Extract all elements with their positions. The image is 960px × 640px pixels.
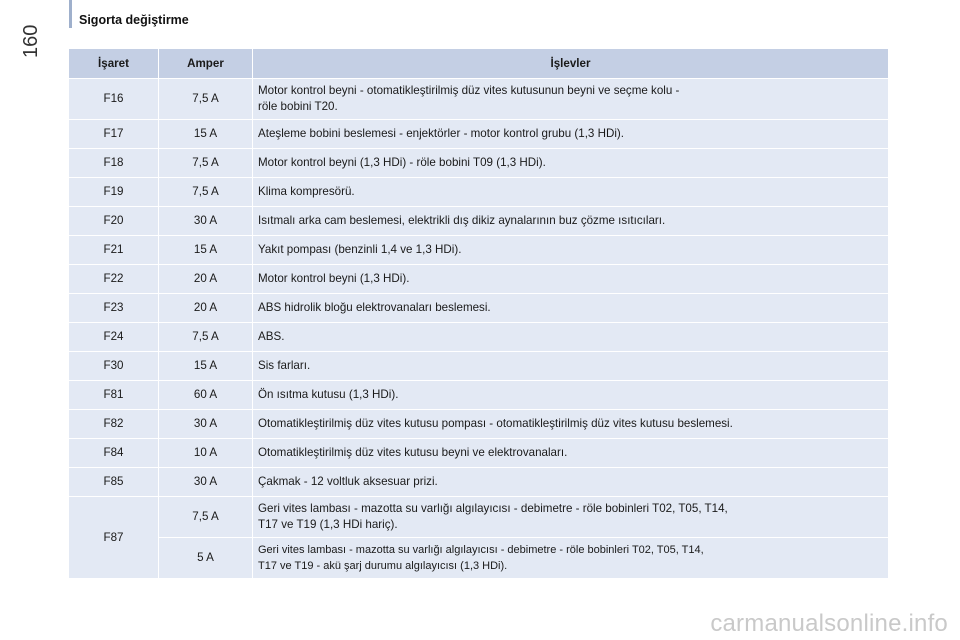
fuse-code: F22: [69, 265, 159, 294]
fuse-code: F21: [69, 236, 159, 265]
table-row: [69, 468, 889, 497]
table-row: [69, 352, 889, 381]
table-row: [69, 381, 889, 410]
fuse-function: ABS.: [253, 323, 889, 352]
fuse-function: Ateşleme bobini beslemesi - enjektörler - motor kontrol grubu (1,3 HDi).: [253, 120, 889, 149]
fuse-amperage: 15 A: [159, 236, 253, 265]
column-header-function: İşlevler: [253, 49, 889, 79]
table-row: [69, 410, 889, 439]
fuse-function: [253, 79, 889, 120]
table-row: [69, 178, 889, 207]
fuse-amperage: 20 A: [159, 294, 253, 323]
fuse-code: F87: [69, 497, 159, 579]
fuse-code: F85: [69, 468, 159, 497]
fuse-amperage: 7,5 A: [159, 323, 253, 352]
fuse-code: F18: [69, 149, 159, 178]
header-accent-bar: [69, 0, 72, 28]
table-row: [69, 265, 889, 294]
fuse-code: F30: [69, 352, 159, 381]
fuse-function-line: röle bobini T20.: [258, 100, 338, 113]
column-header-amp: Amper: [159, 49, 253, 79]
fuse-function: Yakıt pompası (benzinli 1,4 ve 1,3 HDi).: [253, 236, 889, 265]
fuse-amperage: 60 A: [159, 381, 253, 410]
fuse-amperage: 7,5 A: [159, 79, 253, 120]
fuse-function: Motor kontrol beyni (1,3 HDi).: [253, 265, 889, 294]
fuse-code: F81: [69, 381, 159, 410]
fuse-amperage: 20 A: [159, 265, 253, 294]
fuse-amperage: 7,5 A: [159, 178, 253, 207]
page-number: 160: [20, 24, 42, 58]
fuse-function: Isıtmalı arka cam beslemesi, elektrikli dış dikiz aynalarının buz çözme ısıtıcıları.: [253, 207, 889, 236]
fuse-function: [253, 538, 889, 579]
fuse-amperage: 5 A: [159, 538, 253, 579]
fuse-code: F16: [69, 79, 159, 120]
fuse-amperage: 15 A: [159, 120, 253, 149]
fuse-amperage: 30 A: [159, 410, 253, 439]
fuse-code: F84: [69, 439, 159, 468]
fuse-code: F17: [69, 120, 159, 149]
fuse-table: [68, 48, 889, 579]
fuse-amperage: 30 A: [159, 468, 253, 497]
table-row: [69, 439, 889, 468]
table-row: [69, 323, 889, 352]
fuse-function: Çakmak - 12 voltluk aksesuar prizi.: [253, 468, 889, 497]
page-title: Sigorta değiştirme: [79, 13, 189, 27]
fuse-function: ABS hidrolik bloğu elektrovanaları beslemesi.: [253, 294, 889, 323]
fuse-function: Ön ısıtma kutusu (1,3 HDi).: [253, 381, 889, 410]
fuse-function: Sis farları.: [253, 352, 889, 381]
fuse-function-line: Motor kontrol beyni - otomatikleştirilmiş düz vites kutusunun beyni ve seçme kolu -: [258, 84, 680, 97]
fuse-function-line: Geri vites lambası - mazotta su varlığı algılayıcısı - debimetre - röle bobinleri T02, T05, T14,: [258, 544, 704, 556]
fuse-code: F19: [69, 178, 159, 207]
fuse-amperage: 10 A: [159, 439, 253, 468]
table-row: [69, 149, 889, 178]
table-header-row: [69, 49, 889, 79]
fuse-amperage: 7,5 A: [159, 149, 253, 178]
fuse-function-line: Geri vites lambası - mazotta su varlığı algılayıcısı - debimetre - röle bobinleri T02, T05, T14,: [258, 502, 728, 515]
fuse-function: Klima kompresörü.: [253, 178, 889, 207]
column-header-code: İşaret: [69, 49, 159, 79]
fuse-function: [253, 497, 889, 538]
fuse-code: F24: [69, 323, 159, 352]
fuse-function: Otomatikleştirilmiş düz vites kutusu beyni ve elektrovanaları.: [253, 439, 889, 468]
fuse-function-line: T17 ve T19 (1,3 HDi hariç).: [258, 518, 398, 531]
fuse-code: F82: [69, 410, 159, 439]
table-row: [69, 497, 889, 538]
table-row: [69, 294, 889, 323]
table-row: [69, 538, 889, 579]
fuse-amperage: 7,5 A: [159, 497, 253, 538]
table-row: [69, 207, 889, 236]
table-row: [69, 79, 889, 120]
table-row: [69, 120, 889, 149]
fuse-function: Motor kontrol beyni (1,3 HDi) - röle bobini T09 (1,3 HDi).: [253, 149, 889, 178]
fuse-amperage: 15 A: [159, 352, 253, 381]
table-row: [69, 236, 889, 265]
watermark: carmanualsonline.info: [710, 610, 948, 637]
fuse-function: Otomatikleştirilmiş düz vites kutusu pompası - otomatikleştirilmiş düz vites kutusu beslemesi.: [253, 410, 889, 439]
fuse-amperage: 30 A: [159, 207, 253, 236]
fuse-code: F20: [69, 207, 159, 236]
fuse-function-line: T17 ve T19 - akü şarj durumu algılayıcısı (1,3 HDi).: [258, 560, 508, 572]
fuse-code: F23: [69, 294, 159, 323]
